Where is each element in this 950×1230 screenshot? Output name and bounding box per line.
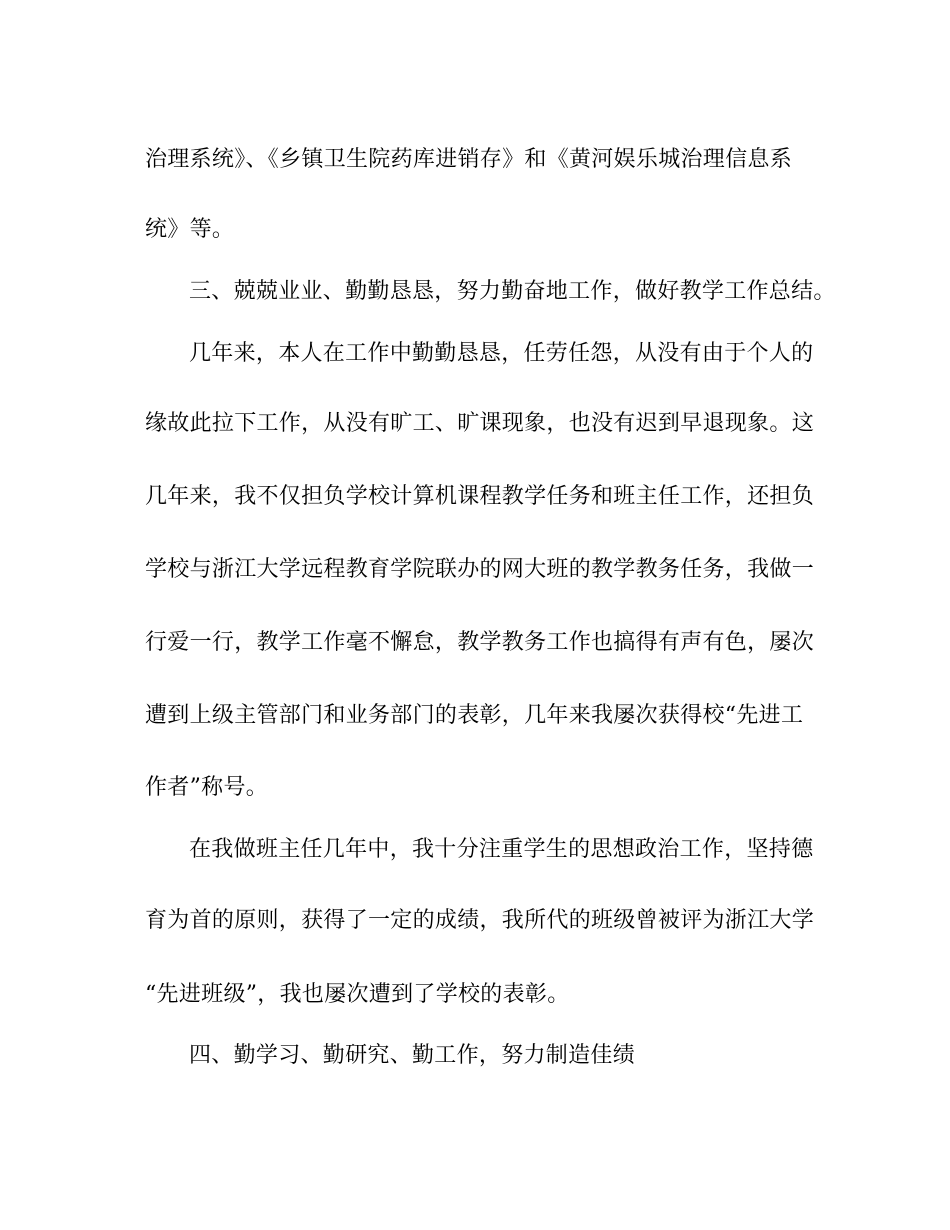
text-line: 行爱一行，教学工作毫不懈怠，教学教务工作也搞得有声有色，屡次 [145,630,815,655]
text-line: 学校与浙江大学远程教育学院联办的网大班的教学教务任务，我做一 [145,557,815,582]
text-line: 作者”称号。 [145,775,269,800]
text-line: 统》等。 [145,217,235,242]
text-line: “先进班级”，我也屡次遭到了学校的表彰。 [145,982,570,1007]
text-line: 缘故此拉下工作，从没有旷工、旷课现象，也没有迟到早退现象。这 [145,411,815,436]
paragraph-first-line: 在我做班主任几年中，我十分注重学生的思想政治工作，坚持德 [189,837,814,862]
text-line: 治理系统》、《乡镇卫生院药库进销存》和《黄河娱乐城治理信息系 [145,147,793,172]
section-heading: 三、兢兢业业、勤勤恳恳，努力勤奋地工作，做好教学工作总结。 [189,279,836,304]
paragraph-first-line: 几年来，本人在工作中勤勤恳恳，任劳任怨，从没有由于个人的 [189,341,814,366]
text-line: 几年来，我不仅担负学校计算机课程教学任务和班主任工作，还担负 [145,484,815,509]
section-heading: 四、勤学习、勤研究、勤工作，努力制造佳绩 [189,1043,636,1068]
text-line: 遭到上级主管部门和业务部门的表彰，几年来我屡次获得校“先进工 [145,703,804,728]
text-line: 育为首的原则，获得了一定的成绩，我所代的班级曾被评为浙江大学 [145,908,815,933]
